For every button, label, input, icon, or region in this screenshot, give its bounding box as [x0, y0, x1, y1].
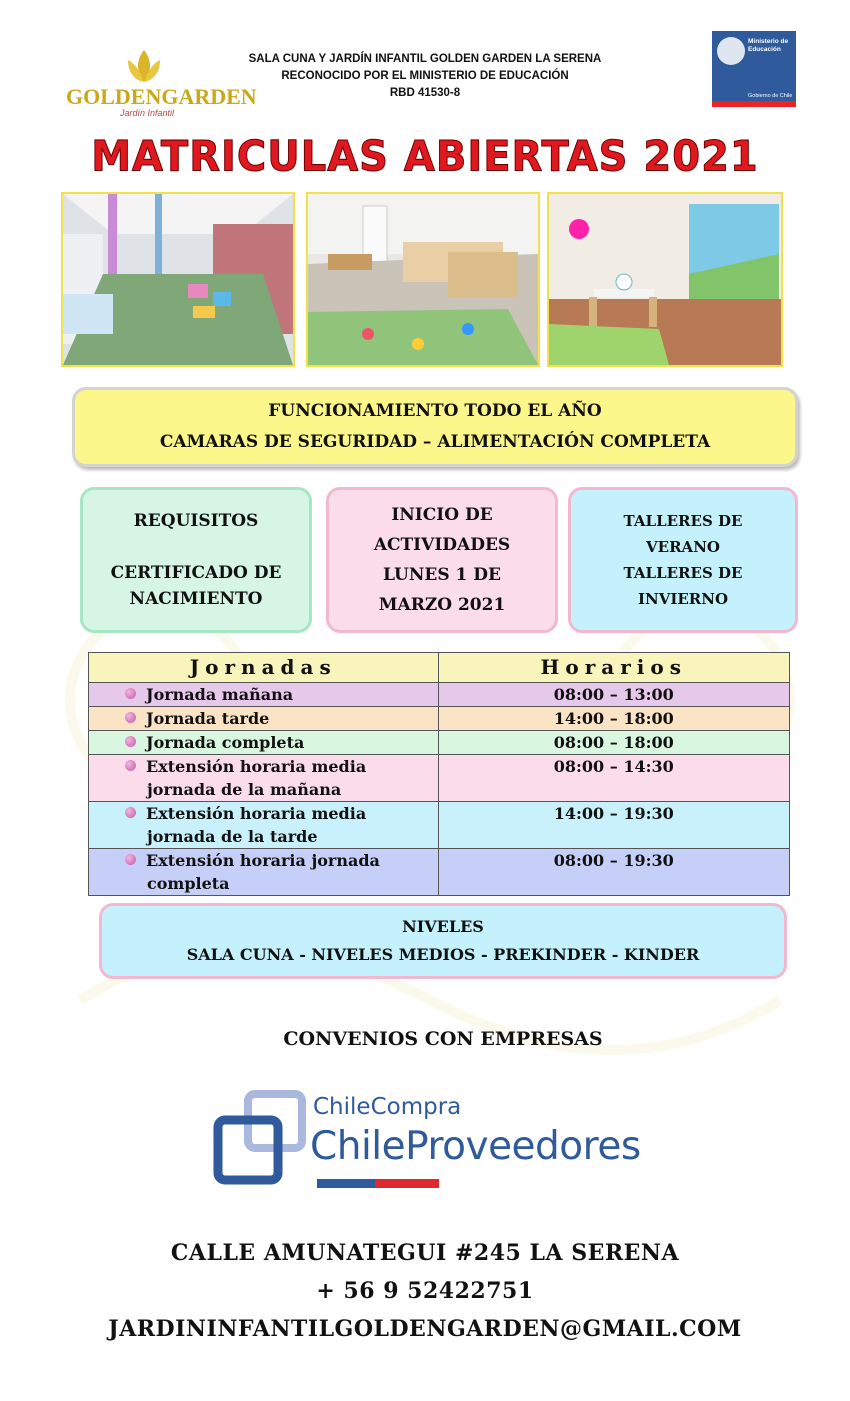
bullet-icon [125, 688, 136, 699]
jornada-label-cont: jornada de la mañana [147, 780, 342, 799]
info-line-1: FUNCIONAMIENTO TODO EL AÑO [268, 401, 602, 421]
phone: + 56 9 52422751 [316, 1278, 534, 1304]
requisitos-box [80, 487, 312, 633]
info-box [72, 387, 798, 467]
logo-brand: GOLDENGARDEN [66, 84, 257, 109]
inicio-box [326, 487, 558, 633]
logo-bar-blue [317, 1179, 375, 1188]
ministry-line-1: Ministerio de [748, 38, 789, 45]
header-line-1: SALA CUNA Y JARDÍN INFANTIL GOLDEN GARDEN LA SERENA [248, 53, 602, 65]
jornada-label: Extensión horaria media [146, 757, 367, 776]
info-line-2: CAMARAS DE SEGURIDAD – ALIMENTACIÓN COMPLETA [159, 432, 711, 452]
bullet-icon [125, 854, 136, 865]
niveles-list: SALA CUNA - NIVELES MEDIOS - PREKINDER - KINDER [186, 945, 700, 964]
horario-value: 08:00 – 19:30 [438, 849, 790, 896]
requisitos-title: REQUISITOS [133, 511, 259, 531]
header-text [200, 51, 650, 102]
schedule-table [88, 652, 790, 896]
table-row [89, 731, 790, 755]
photo-cribs-room [306, 192, 540, 367]
jornada-label: Extensión horaria jornada [146, 851, 380, 870]
bullet-icon [125, 807, 136, 818]
inicio-line-4: MARZO 2021 [378, 595, 506, 615]
inicio-line-2: ACTIVIDADES [373, 535, 511, 555]
chile-crest-icon [717, 37, 745, 65]
requisitos-line-2: NACIMIENTO [129, 589, 263, 609]
address: CALLE AMUNATEGUI #245 LA SERENA [170, 1240, 680, 1266]
chileproveedores-label: ChileProveedores [310, 1124, 641, 1169]
bullet-icon [125, 712, 136, 723]
jornada-label: Jornada mañana [146, 685, 294, 704]
niveles-box [99, 903, 787, 979]
horario-value: 14:00 – 18:00 [438, 707, 790, 731]
page-title: MATRICULAS ABIERTAS 2021 [91, 132, 759, 182]
chilecompra-label: ChileCompra [313, 1094, 462, 1120]
header-line-2: RECONOCIDO POR EL MINISTERIO DE EDUCACIÓN [281, 70, 569, 82]
jornada-label: Extensión horaria media [146, 804, 367, 823]
logo-bar-red [375, 1179, 439, 1188]
requisitos-line-1: CERTIFICADO DE [110, 563, 282, 583]
jornada-label-cont: jornada de la tarde [147, 827, 318, 846]
ministerio-educacion-logo [712, 31, 796, 107]
talleres-box [568, 487, 798, 633]
header-horarios: Horarios [438, 653, 790, 683]
talleres-line-1: TALLERES DE [623, 512, 743, 530]
inicio-line-3: LUNES 1 DE [383, 565, 501, 585]
talleres-line-3: TALLERES DE [623, 564, 743, 582]
jornada-label-cont: completa [147, 874, 230, 893]
bullet-icon [125, 760, 136, 771]
logo-subtitle: Jardín Infantil [120, 108, 175, 118]
golden-garden-logo [62, 46, 257, 126]
photo-play-room [547, 192, 783, 367]
inicio-line-1: INICIO DE [391, 505, 493, 525]
table-row [89, 755, 790, 802]
table-header-row [89, 653, 790, 683]
table-row [89, 849, 790, 896]
talleres-line-2: VERANO [646, 538, 720, 556]
ministry-line-2: Educación [748, 46, 781, 53]
table-row [89, 683, 790, 707]
bullet-icon [125, 736, 136, 747]
horario-value: 08:00 – 18:00 [438, 731, 790, 755]
ministry-red-bar [712, 101, 796, 107]
header-jornadas: Jornadas [89, 653, 439, 683]
header-line-3: RBD 41530-8 [389, 87, 461, 99]
horario-value: 14:00 – 19:30 [438, 802, 790, 849]
table-row [89, 802, 790, 849]
jornada-label: Jornada tarde [146, 709, 270, 728]
horario-value: 08:00 – 14:30 [438, 755, 790, 802]
niveles-title: NIVELES [402, 917, 484, 936]
lotus-icon [114, 46, 174, 86]
chileproveedores-icon [212, 1090, 312, 1190]
convenios-heading: CONVENIOS CON EMPRESAS [283, 1028, 603, 1050]
horario-value: 08:00 – 13:00 [438, 683, 790, 707]
photo-corridor [61, 192, 295, 367]
talleres-line-4: INVIERNO [637, 590, 729, 608]
email: JARDININFANTILGOLDENGARDEN@GMAIL.COM [108, 1316, 742, 1342]
jornada-label: Jornada completa [146, 733, 305, 752]
ministry-footer: Gobierno de Chile [748, 93, 793, 99]
table-row [89, 707, 790, 731]
